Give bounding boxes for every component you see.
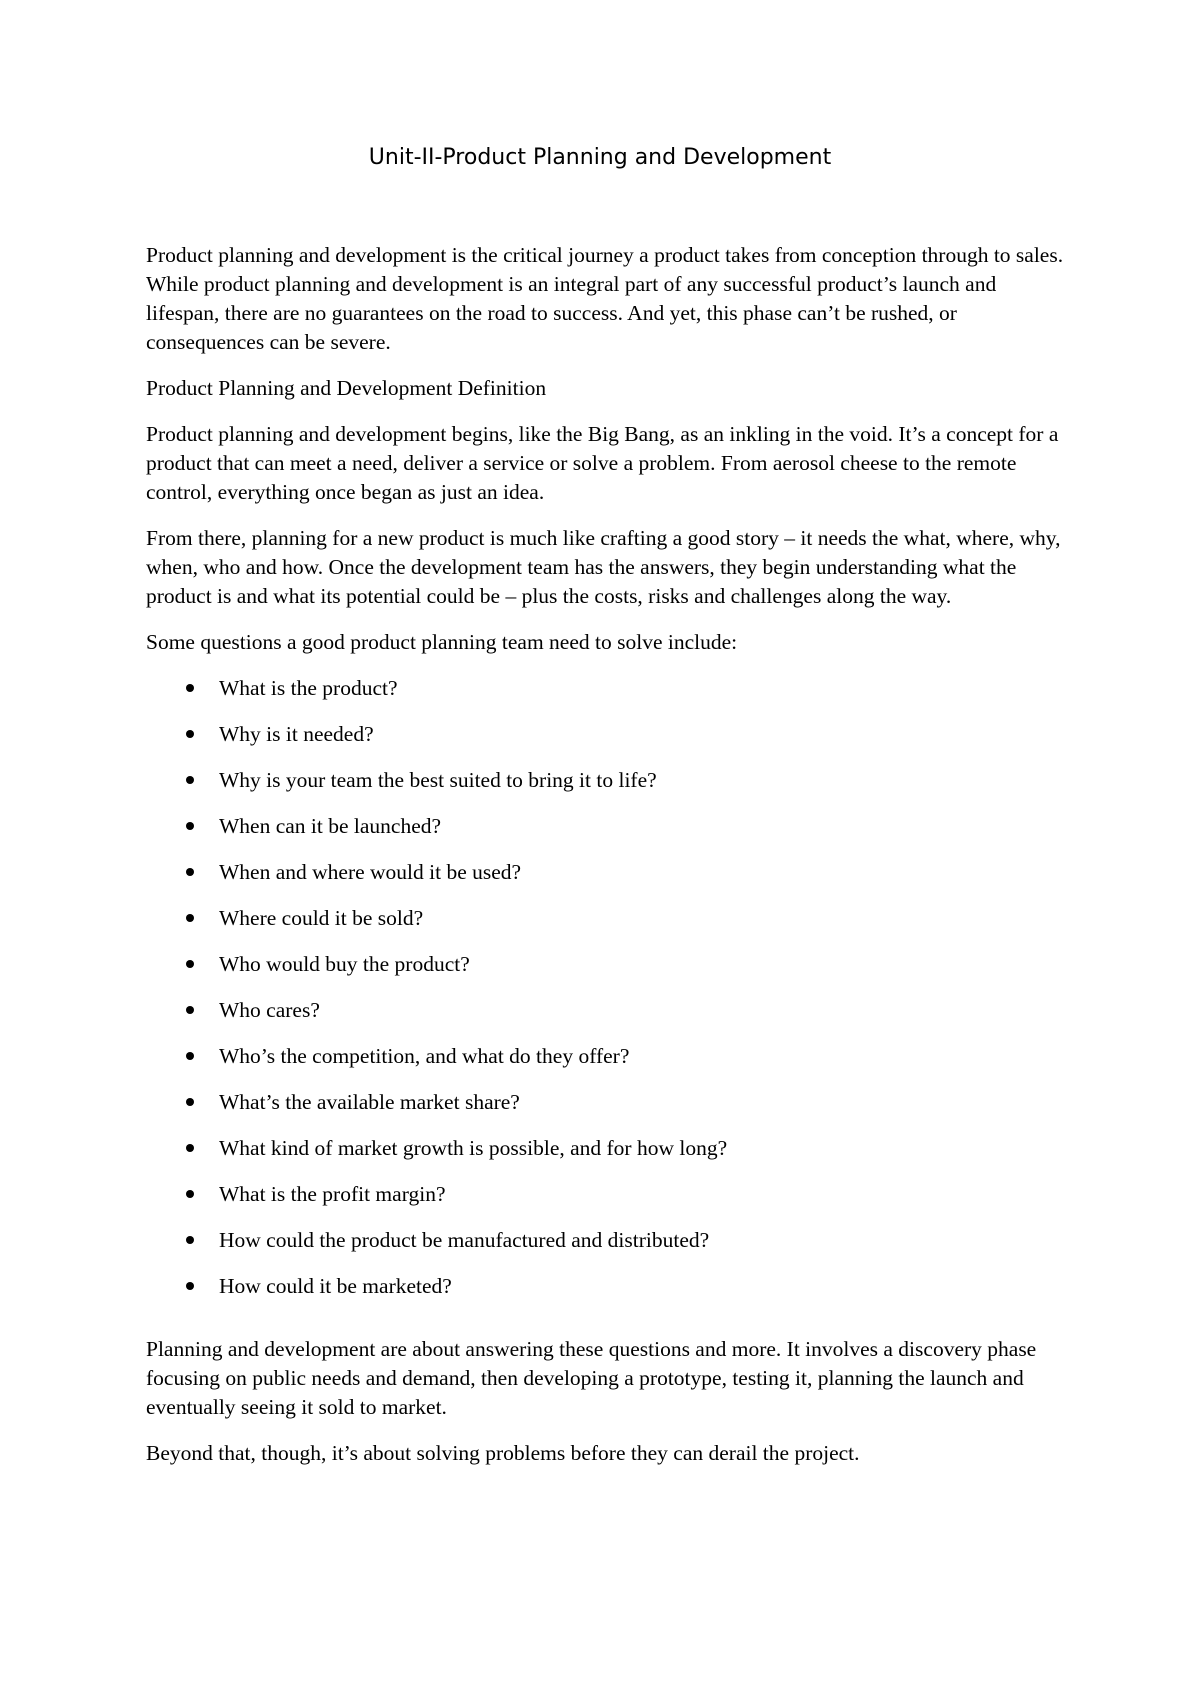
definition-paragraph: Product planning and development begins, like the Big Bang, as an inkling in the void. It’s a concept for a product that can meet a need, deliver a service or solve a problem. From aerosol cheese to the remote control, everything once began as just an idea.: [146, 422, 1059, 504]
list-item-text: How could it be marketed?: [219, 1274, 452, 1298]
list-item-text: How could the product be manufactured and distributed?: [219, 1228, 710, 1252]
list-item: [146, 950, 1066, 996]
bullet-icon: [186, 868, 194, 876]
list-item-text: Who would buy the product?: [219, 952, 470, 976]
list-item-text: Where could it be sold?: [219, 906, 424, 930]
bullet-icon: [186, 684, 194, 692]
document-body: [146, 241, 1066, 1485]
document-title: Unit-II-Product Planning and Development: [368, 145, 832, 170]
list-item: [146, 812, 1066, 858]
list-item-text: What’s the available market share?: [219, 1090, 520, 1114]
list-item-text: Why is your team the best suited to bring it to life?: [219, 768, 657, 792]
final-paragraph: Beyond that, though, it’s about solving problems before they can derail the project.: [146, 1441, 860, 1465]
questions-intro: Some questions a good product planning team need to solve include:: [146, 630, 738, 654]
list-item: [146, 674, 1066, 720]
closing-paragraph: Planning and development are about answering these questions and more. It involves a discovery phase focusing on public needs and demand, then developing a prototype, testing it, planning the launch and eventually seeing it sold to market.: [146, 1337, 1037, 1419]
section-subheading: Product Planning and Development Definition: [146, 376, 547, 400]
list-item-text: Who’s the competition, and what do they offer?: [219, 1044, 630, 1068]
list-item-text: Why is it needed?: [219, 722, 374, 746]
intro-paragraph: Product planning and development is the critical journey a product takes from conception through to sales. While product planning and development is an integral part of any successful product’s launch and lifespan, there are no guarantees on the road to success. And yet, this phase can’t be rushed, or consequences can be severe.: [146, 243, 1064, 354]
list-item: [146, 1088, 1066, 1134]
list-item: [146, 720, 1066, 766]
list-item-text: When can it be launched?: [219, 814, 442, 838]
list-item-text: When and where would it be used?: [219, 860, 522, 884]
story-paragraph: From there, planning for a new product is much like crafting a good story – it needs the what, where, why, when, who and how. Once the development team has the answers, they begin understanding what the product is and what its potential could be – plus the costs, risks and challenges along the way.: [146, 526, 1061, 608]
list-item: [146, 766, 1066, 812]
bullet-icon: [186, 1144, 194, 1152]
bullet-icon: [186, 1052, 194, 1060]
list-item-text: What is the profit margin?: [219, 1182, 446, 1206]
list-item: [146, 1226, 1066, 1272]
list-item: [146, 1042, 1066, 1088]
bullet-icon: [186, 776, 194, 784]
bullet-icon: [186, 1006, 194, 1014]
bullet-icon: [186, 960, 194, 968]
list-item: [146, 858, 1066, 904]
list-item-text: Who cares?: [219, 998, 320, 1022]
bullet-icon: [186, 822, 194, 830]
bullet-icon: [186, 1190, 194, 1198]
questions-list: [146, 674, 1066, 1318]
list-item: [146, 1272, 1066, 1318]
bullet-icon: [186, 1282, 194, 1290]
bullet-icon: [186, 914, 194, 922]
list-item: [146, 1134, 1066, 1180]
list-item-text: What is the product?: [219, 676, 398, 700]
list-item: [146, 996, 1066, 1042]
bullet-icon: [186, 1098, 194, 1106]
list-item-text: What kind of market growth is possible, and for how long?: [219, 1136, 728, 1160]
bullet-icon: [186, 730, 194, 738]
bullet-icon: [186, 1236, 194, 1244]
list-item: [146, 1180, 1066, 1226]
list-item: [146, 904, 1066, 950]
